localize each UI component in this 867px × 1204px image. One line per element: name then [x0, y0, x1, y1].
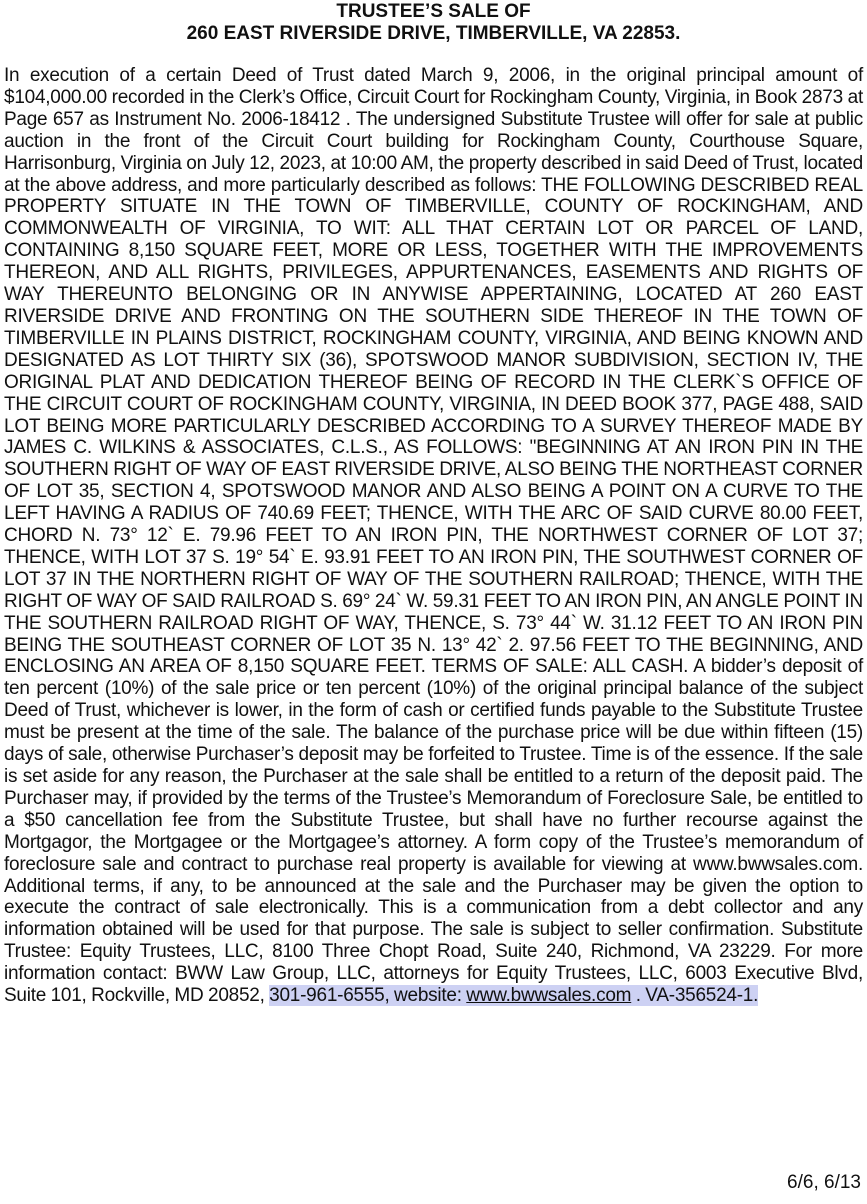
- highlighted-contact: [269, 985, 758, 1006]
- notice-body-text: In execution of a certain Deed of Trust dated March 9, 2006, in the original principal amount of $104,000.00 recorded in the Clerk’s Office, Circuit Court for Rockingham County, Virginia, in Book 2873 at Page 657 as Instrument No. 2006-18412 . The undersigned Substitute Trustee will offer for sale at public auction in the front of the Circuit Court building for Rockingham County, Courthouse Square, Harrisonburg, Virginia on July 12, 2023, at 10:00 AM, the property described in said Deed of Trust, located at the above address, and more particularly described as follows: THE FOLLOWING DESCRIBED REAL PROPERTY SITUATE IN THE TOWN OF TIMBERVILLE, COUNTY OF ROCKINGHAM, AND COMMONWEALTH OF VIRGINIA, TO WIT: ALL THAT CERTAIN LOT OR PARCEL OF LAND, CONTAINING 8,150 SQUARE FEET, MORE OR LESS, TOGETHER WITH THE IMPROVEMENTS THEREON, AND ALL RIGHTS, PRIVILEGES, APPURTENANCES, EASEMENTS AND RIGHTS OF WAY THEREUNTO BELONGING OR IN ANYWISE APPERTAINING, LOCATED AT 260 EAST RIVERSIDE DRIVE AND FRONTING ON THE SOUTHERN SIDE THEREOF IN THE TOWN OF TIMBERVILLE IN PLAINS DISTRICT, ROCKINGHAM COUNTY, VIRGINIA, AND BEING KNOWN AND DESIGNATED AS LOT THIRTY SIX (36), SPOTSWOOD MANOR SUBDIVISION, SECTION IV, THE ORIGINAL PLAT AND DEDICATION THEREOF BEING OF RECORD IN THE CLERK`S OFFICE OF THE CIRCUIT COURT OF ROCKINGHAM COUNTY, VIRGINIA, IN DEED BOOK 377, PAGE 488, SAID LOT BEING MORE PARTICULARLY DESCRIBED ACCORDING TO A SURVEY THEREOF MADE BY JAMES C. WILKINS & ASSOCIATES, C.L.S., AS FOLLOWS: "BEGINNING AT AN IRON PIN IN THE SOUTHERN RIGHT OF WAY OF EAST RIVERSIDE DRIVE, ALSO BEING THE NORTHEAST CORNER OF LOT 35, SECTION 4, SPOTSWOOD MANOR AND ALSO BEING A POINT ON A CURVE TO THE LEFT HAVING A RADIUS OF 740.69 FEET; THENCE, WITH THE ARC OF SAID CURVE 80.00 FEET, CHORD N. 73° 12` E. 79.96 FEET TO AN IRON PIN, THE NORTHWEST CORNER OF LOT 37; THENCE, WITH LOT 37 S. 19° 54` E. 93.91 FEET TO AN IRON PIN, THE SOUTHWEST CORNER OF LOT 37 IN THE NORTHERN RIGHT OF WAY OF THE SOUTHERN RAILROAD; THENCE, WITH THE RIGHT OF WAY OF SAID RAILROAD S. 69° 24` W. 59.31 FEET TO AN IRON PIN, AN ANGLE POINT IN THE SOUTHERN RAILROAD RIGHT OF WAY, THENCE, S. 73° 44` W. 31.12 FEET TO AN IRON PIN BEING THE SOUTHEAST CORNER OF LOT 35 N. 13° 42` 2. 97.56 FEET TO THE BEGINNING, AND ENCLOSING AN AREA OF 8,150 SQUARE FEET. TERMS OF SALE: ALL CASH. A bidder’s deposit of ten percent (10%) of the sale price or ten percent (10%) of the original principal balance of the subject Deed of Trust, whichever is lower, in the form of cash or certified funds payable to the Substitute Trustee must be present at the time of the sale. The balance of the purchase price will be due within fifteen (15) days of sale, otherwise Purchaser’s deposit may be forfeited to Trustee. Time is of the essence. If the sale is set aside for any reason, the Purchaser at the sale shall be entitled to a return of the deposit paid. The Purchaser may, if provided by the terms of the Trustee’s Memorandum of Foreclosure Sale, be entitled to a $50 cancellation fee from the Substitute Trustee, but shall have no further recourse against the Mortgagor, the Mortgagee or the Mortgagee’s attorney. A form copy of the Trustee’s memorandum of foreclosure sale and contract to purchase real property is available for viewing at www.bwwsales.com. Additional terms, if any, to be announced at the sale and the Purchaser may be given the option to execute the contract of sale electronically. This is a communication from a debt collector and any information obtained will be used for that purpose. The sale is subject to seller confirmation. Substitute Trustee: Equity Trustees, LLC, 8100 Three Chopt Road, Suite 240, Richmond, VA 23229. For more information contact: BWW Law Group, LLC, attorneys for Equity Trustees, LLC, 6003 Executive Blvd, Suite 101, Rockville, MD 20852,: [4, 65, 863, 1007]
- run-dates: 6/6, 6/13: [787, 1172, 861, 1193]
- notice-body: [4, 65, 863, 1007]
- reference-number: . VA-356524-1.: [631, 985, 759, 1007]
- notice-title-line-2: 260 EAST RIVERSIDE DRIVE, TIMBERVILLE, VA 22853.: [186, 23, 681, 44]
- website-link[interactable]: www.bwwsales.com: [466, 985, 632, 1007]
- notice-title-line-1: TRUSTEE’S SALE OF: [336, 1, 531, 22]
- phone-and-website-label: 301-961-6555, website:: [269, 985, 467, 1007]
